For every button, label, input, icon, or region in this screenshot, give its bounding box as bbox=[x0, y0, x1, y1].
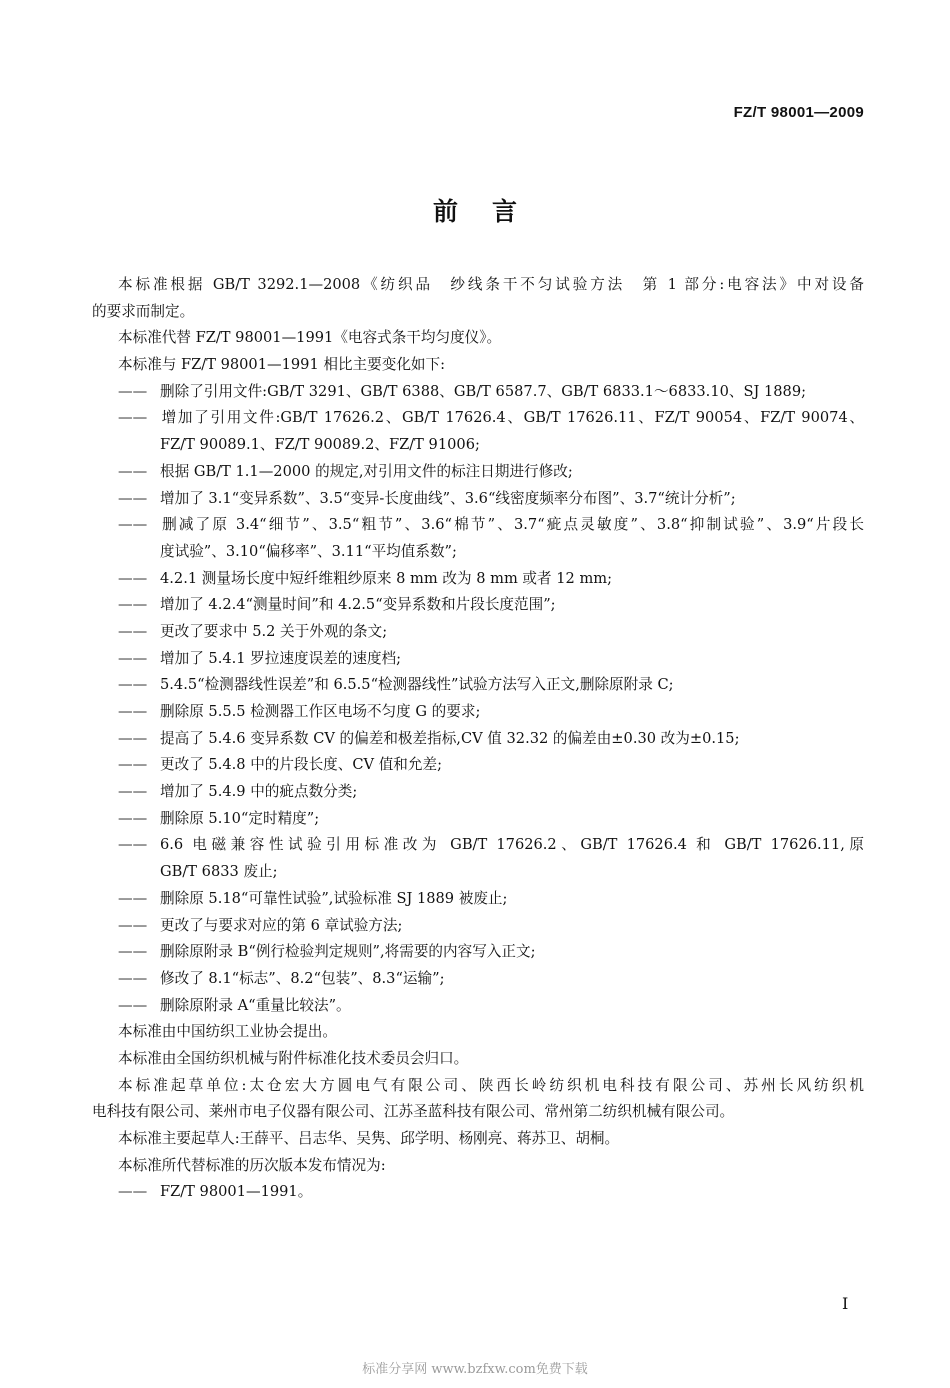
change-item bbox=[92, 646, 864, 673]
dash-marker: —— bbox=[118, 756, 148, 774]
change-item-text: 5.4.5“检测器线性误差”和 6.5.5“检测器线性”试验方法写入正文,删除原附录 C; bbox=[160, 676, 674, 694]
change-item-text: 增加了 4.2.4“测量时间”和 4.2.5“变异系数和片段长度范围”; bbox=[160, 596, 556, 614]
change-item bbox=[92, 726, 864, 753]
paragraph-basis-line: 本标准根据 GB/T 3292.1—2008《纺织品 纱线条干不匀试验方法 第 1 部分:电容法》中对设备 bbox=[118, 276, 864, 293]
change-item-text: 修改了 8.1“标志”、8.2“包装”、8.3“运输”; bbox=[160, 969, 445, 987]
dash-marker: —— bbox=[118, 1183, 148, 1201]
dash-marker: —— bbox=[118, 409, 148, 427]
footer-watermark: 标准分享网 www.bzfxw.com免费下载 bbox=[362, 1362, 588, 1377]
change-item-text: 增加了 5.4.9 中的疵点数分类; bbox=[160, 783, 358, 801]
change-item-text: 删除原 5.10“定时精度”; bbox=[160, 809, 320, 827]
dash-marker: —— bbox=[118, 889, 148, 907]
change-item-text: FZ/T 90089.1、FZ/T 90089.2、FZ/T 91006; bbox=[160, 436, 480, 454]
dash-marker: —— bbox=[118, 489, 148, 507]
dash-marker: —— bbox=[118, 622, 148, 640]
page-number: I bbox=[842, 1294, 849, 1313]
paragraph-drafting-units-line: 本标准起草单位:太仓宏大方圆电气有限公司、陕西长岭纺织机电科技有限公司、苏州长风纺织机 bbox=[118, 1076, 864, 1094]
change-item bbox=[92, 699, 864, 726]
change-item-text: 根据 GB/T 1.1—2000 的规定,对引用文件的标注日期进行修改; bbox=[160, 462, 573, 480]
change-item bbox=[92, 405, 864, 432]
change-item bbox=[92, 832, 864, 859]
change-item-text: 更改了与要求对应的第 6 章试验方法; bbox=[160, 916, 403, 934]
changes-list bbox=[92, 379, 864, 1020]
change-item bbox=[92, 993, 864, 1020]
change-item bbox=[92, 913, 864, 940]
change-item-text: 删除了引用文件:GB/T 3291、GB/T 6388、GB/T 6587.7、GB/T 6833.1～6833.10、SJ 1889; bbox=[160, 382, 807, 400]
change-item bbox=[92, 459, 864, 486]
change-item-text: 提高了 5.4.6 变异系数 CV 的偏差和极差指标,CV 值 32.32 的偏差由±0.30 改为±0.15; bbox=[160, 729, 740, 747]
paragraph-basis-line: 的要求而制定。 bbox=[92, 302, 195, 320]
change-item bbox=[92, 859, 864, 886]
change-item-text: 增加了 3.1“变异系数”、3.5“变异-长度曲线”、3.6“线密度频率分布图”、3.7“统计分析”; bbox=[160, 489, 736, 507]
paragraph-centralized: 本标准由全国纺织机械与附件标准化技术委员会归口。 bbox=[118, 1049, 469, 1067]
change-item bbox=[92, 379, 864, 406]
change-item bbox=[92, 566, 864, 593]
change-item-text: GB/T 6833 废止; bbox=[160, 863, 278, 881]
change-item bbox=[92, 806, 864, 833]
dash-marker: —— bbox=[118, 836, 148, 854]
history-item bbox=[92, 1179, 864, 1206]
change-item bbox=[92, 966, 864, 993]
standard-number: FZ/T 98001—2009 bbox=[733, 104, 864, 121]
change-item bbox=[92, 539, 864, 566]
dash-marker: —— bbox=[118, 462, 148, 480]
paragraph-drafting-units-line: 电科技有限公司、莱州市电子仪器有限公司、江苏圣蓝科技有限公司、常州第二纺织机械有限公司。 bbox=[92, 1103, 735, 1121]
dash-marker: —— bbox=[118, 649, 148, 667]
paragraph-history-intro: 本标准所代替标准的历次版本发布情况为: bbox=[118, 1156, 386, 1174]
dash-marker: —— bbox=[118, 676, 148, 694]
paragraph-drafters: 本标准主要起草人:王薛平、吕志华、吴隽、邱学明、杨刚亮、蒋苏卫、胡桐。 bbox=[118, 1130, 620, 1147]
dash-marker: —— bbox=[118, 729, 148, 747]
change-item-text: 删除原 5.18“可靠性试验”,试验标准 SJ 1889 被废止; bbox=[160, 889, 508, 907]
change-item bbox=[92, 752, 864, 779]
dash-marker: —— bbox=[118, 516, 148, 534]
change-item-text: 删除原附录 A“重量比较法”。 bbox=[160, 996, 351, 1014]
paragraph-changes-intro: 本标准与 FZ/T 98001—1991 相比主要变化如下: bbox=[118, 356, 446, 374]
change-item bbox=[92, 779, 864, 806]
change-item-text: 更改了 5.4.8 中的片段长度、CV 值和允差; bbox=[160, 756, 442, 774]
page-title: 前言 bbox=[432, 197, 551, 226]
change-item-text: 增加了 5.4.1 罗拉速度误差的速度档; bbox=[160, 649, 402, 667]
history-item-text: FZ/T 98001—1991。 bbox=[160, 1183, 313, 1201]
change-item-text: 4.2.1 测量场长度中短纤维粗纱原来 8 mm 改为 8 mm 或者 12 mm; bbox=[160, 569, 613, 587]
change-item bbox=[92, 619, 864, 646]
dash-marker: —— bbox=[118, 996, 148, 1014]
dash-marker: —— bbox=[118, 703, 148, 720]
change-item bbox=[92, 939, 864, 966]
change-item-text: 删除原附录 B“例行检验判定规则”,将需要的内容写入正文; bbox=[160, 943, 536, 961]
dash-marker: —— bbox=[118, 382, 148, 400]
change-item-text: 度试验”、3.10“偏移率”、3.11“平均值系数”; bbox=[160, 542, 457, 560]
dash-marker: —— bbox=[118, 969, 148, 987]
change-item bbox=[92, 886, 864, 913]
change-item-text: 删除原 5.5.5 检测器工作区电场不匀度 G 的要求; bbox=[160, 703, 481, 720]
dash-marker: —— bbox=[118, 943, 148, 961]
change-item-text: 6.6 电磁兼容性试验引用标准改为 GB/T 17626.2、GB/T 17626.4 和 GB/T 17626.11,原 bbox=[160, 836, 864, 854]
change-item bbox=[92, 592, 864, 619]
change-item-text: 删减了原 3.4“细节”、3.5“粗节”、3.6“棉节”、3.7“疵点灵敏度”、3.8“抑制试验”、3.9“片段长 bbox=[160, 516, 864, 534]
dash-marker: —— bbox=[118, 783, 148, 801]
dash-marker: —— bbox=[118, 916, 148, 934]
paragraph-proposed: 本标准由中国纺织工业协会提出。 bbox=[118, 1023, 337, 1041]
change-item-text: 更改了要求中 5.2 关于外观的条文; bbox=[160, 622, 388, 640]
change-item bbox=[92, 432, 864, 459]
paragraph-replaces: 本标准代替 FZ/T 98001—1991《电容式条干均匀度仪》。 bbox=[118, 329, 502, 347]
document-body bbox=[92, 272, 864, 1206]
change-item bbox=[92, 672, 864, 699]
dash-marker: —— bbox=[118, 569, 148, 587]
change-item bbox=[92, 512, 864, 539]
dash-marker: —— bbox=[118, 596, 148, 614]
change-item bbox=[92, 486, 864, 513]
change-item-text: 增加了引用文件:GB/T 17626.2、GB/T 17626.4、GB/T 17626.11、FZ/T 90054、FZ/T 90074、 bbox=[160, 409, 864, 427]
dash-marker: —— bbox=[118, 809, 148, 827]
